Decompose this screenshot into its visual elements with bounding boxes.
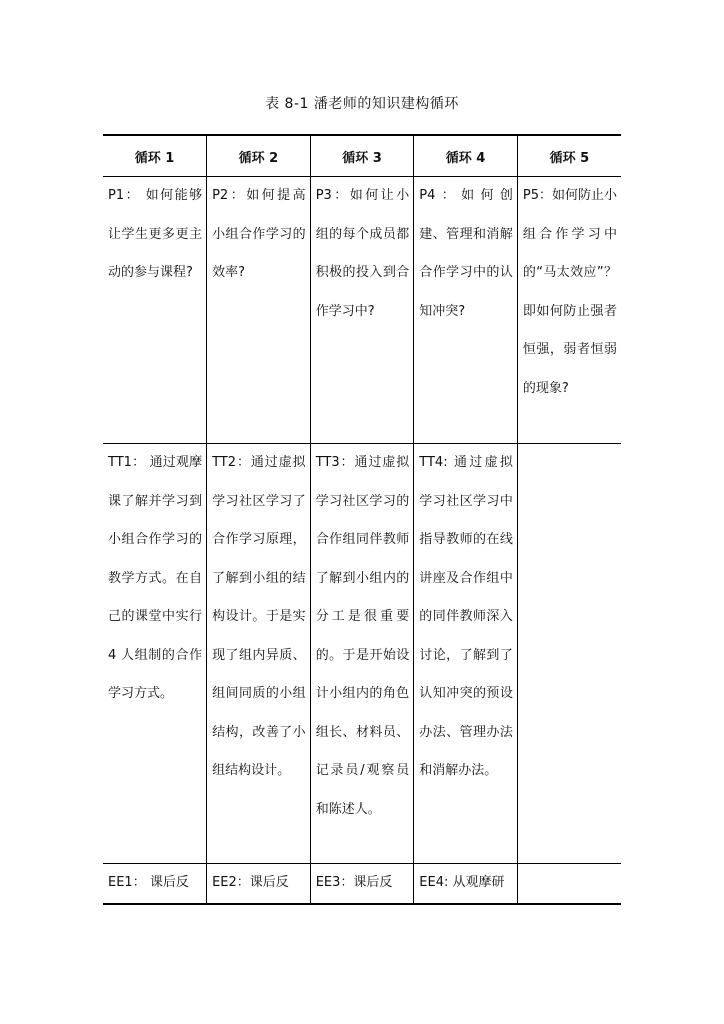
cell-p1	[103, 177, 207, 444]
header-cycle-2: 循环 2	[207, 135, 311, 177]
cell-tt1	[103, 444, 207, 864]
cell-p4	[414, 177, 518, 444]
table-header-row	[103, 135, 621, 177]
header-cycle-1: 循环 1	[103, 135, 207, 177]
cell-p3	[310, 177, 414, 444]
cell-p5-text: P5：如何防止小组合作学习中的“马太效应”？ 即如何防止强者恒强，弱者恒弱的现象?	[522, 188, 617, 396]
cell-ee3-text: EE3：课后反	[315, 875, 393, 890]
cell-ee2	[207, 864, 311, 904]
cell-p1-text: P1： 如何能够让学生更多更主动的参与课程?	[108, 188, 203, 280]
table-row-error-elimination	[103, 864, 621, 904]
cell-p5	[517, 177, 621, 444]
table-caption: 表 8-1 潘老师的知识建构循环	[265, 96, 459, 112]
cell-ee2-text: EE2：课后反	[212, 875, 289, 890]
cell-tt2-text: TT2：通过虚拟学习社区学习了合作学习原理，了解到小组的结构设计。于是实现了组内异质、组间同质的小组结构，改善了小组结构设计。	[212, 455, 306, 778]
knowledge-cycle-table	[103, 134, 621, 905]
table-row-problems	[103, 177, 621, 444]
cell-ee4-text: EE4: 从观摩研	[419, 875, 505, 890]
cell-ee4	[414, 864, 518, 904]
cell-tt2	[207, 444, 311, 864]
header-cycle-4: 循环 4	[414, 135, 518, 177]
cell-ee5	[517, 864, 621, 904]
cell-ee1	[103, 864, 207, 904]
header-cycle-5: 循环 5	[517, 135, 621, 177]
cell-ee3	[310, 864, 414, 904]
cell-p2	[207, 177, 311, 444]
cell-tt5	[517, 444, 621, 864]
table-row-tentative-theories	[103, 444, 621, 864]
cell-tt1-text: TT1： 通过观摩课了解并学习到小组合作学习的教学方式。在自己的课堂中实行 4 人组制的合作学习方式。	[108, 455, 203, 701]
cell-tt3-text: TT3：通过虚拟学习社区学习的合作组同伴教师了解到小组内的分工是很重要的。于是开始设计小组内的角色组长、材料员、记录员/观察员和陈述人。	[315, 455, 410, 817]
cell-p3-text: P3：如何让小组的每个成员都积极的投入到合作学习中?	[315, 188, 410, 319]
cell-tt3	[310, 444, 414, 864]
header-cycle-3: 循环 3	[310, 135, 414, 177]
cell-tt4-text: TT4: 通过虚拟学习社区学习中指导教师的在线讲座及合作组中的同伴教师深入讨论，了解到了认知冲突的预设办法、管理办法和消解办法。	[419, 455, 513, 778]
cell-tt4	[414, 444, 518, 864]
cell-ee1-text: EE1： 课后反	[108, 875, 189, 890]
cell-p2-text: P2：如何提高小组合作学习的效率?	[212, 188, 306, 280]
cell-p4-text: P4：如何创建、管理和消解合作学习中的认知冲突?	[419, 188, 513, 319]
